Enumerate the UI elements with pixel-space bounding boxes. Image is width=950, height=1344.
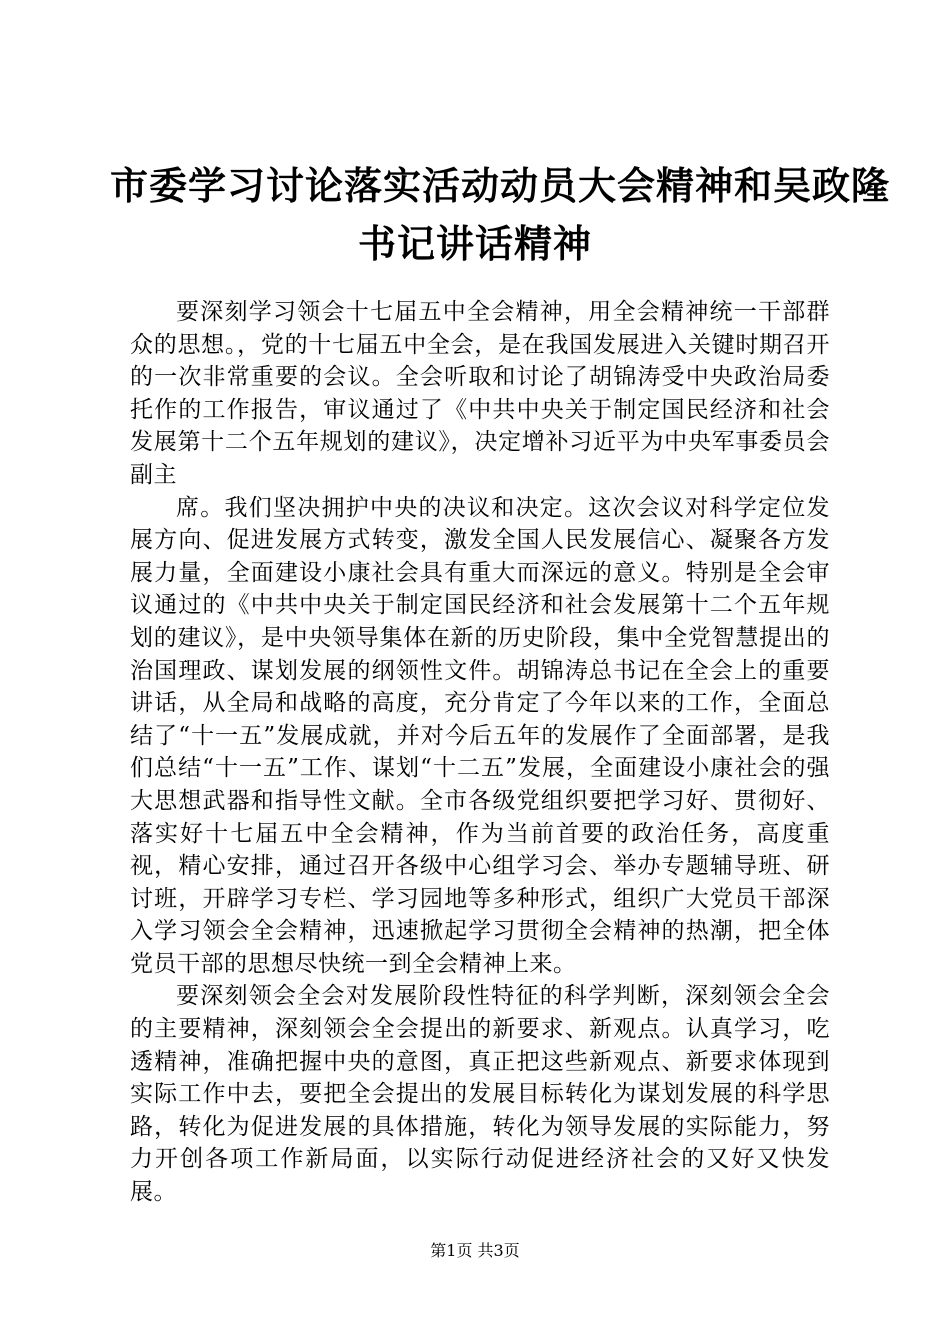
paragraph-1: 要深刻学习领会十七届五中全会精神，用全会精神统一干部群众的思想。，党的十七届五中全会，是在我国发展进入关键时期召开的一次非常重要的会议。全会听取和讨论了胡锦涛受中央政治局委托作的工作报告，审议通过了《中共中央关于制定国民经济和社会发展第十二个五年规划的建议》，决定增补习近平为中央军事委员会副主	[130, 299, 830, 488]
document-body	[130, 296, 830, 1209]
paragraph-2: 席。我们坚决拥护中央的决议和决定。这次会议对科学定位发展方向、促进发展方式转变，激发全国人民发展信心、凝聚各方发展力量，全面建设小康社会具有重大而深远的意义。特别是全会审议通过的《中共中央关于制定国民经济和社会发展第十二个五年规划的建议》，是中央领导集体在新的历史阶段，集中全党智慧提出的治国理政、谋划发展的纲领性文件。胡锦涛总书记在全会上的重要讲话，从全局和战略的高度，充分肯定了今年以来的工作，全面总结了“十一五”发展成就，并对今后五年的发展作了全面部署，是我们总结“十一五”工作、谋划“十二五”发展，全面建设小康社会的强大思想武器和指导性文献。全市各级党组织要把学习好、贯彻好、落实好十七届五中全会精神，作为当前首要的政治任务，高度重视，精心安排，通过召开各级中心组学习会、举办专题辅导班、研讨班，开辟学习专栏、学习园地等多种形式，组织广大党员干部深入学习领会全会精神，迅速掀起学习贯彻全会精神的热潮，把全体党员干部的思想尽快统一到全会精神上来。	[130, 494, 830, 977]
paragraph-3: 要深刻领会全会对发展阶段性特征的科学判断，深刻领会全会的主要精神，深刻领会全会提出的新要求、新观点。认真学习，吃透精神，准确把握中央的意图，真正把这些新观点、新要求体现到实际工作中去，要把全会提出的发展目标转化为谋划发展的科学思路，转化为促进发展的具体措施，转化为领导发展的实际能力，努力开创各项工作新局面，以实际行动促进经济社会的又好又快发展。	[130, 983, 830, 1206]
document-title-line-2: 书记讲话精神	[357, 222, 592, 266]
page-number-footer: 第1页 共3页	[430, 1241, 520, 1260]
document-title-line-1: 市委学习讨论落实活动动员大会精神和吴政隆	[110, 164, 891, 208]
